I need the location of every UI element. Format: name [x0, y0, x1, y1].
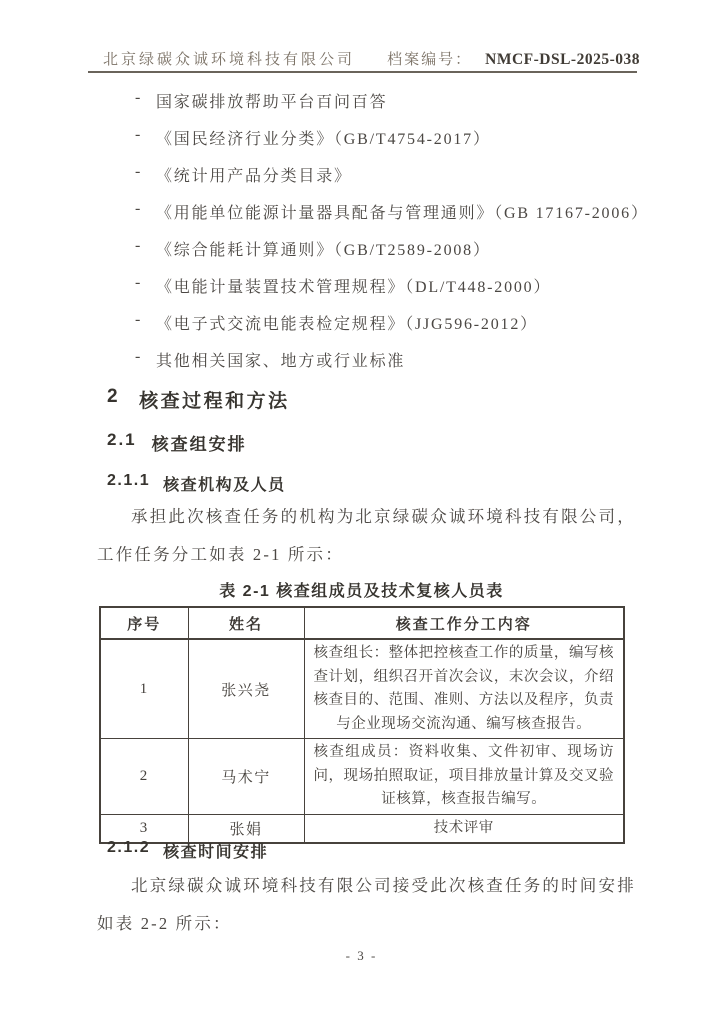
section-number: 2.1.1	[107, 472, 151, 489]
archive-number: NMCF-DSL-2025-038	[485, 51, 640, 68]
list-item	[135, 89, 649, 126]
list-item-text: 《用能单位能源计量器具配备与管理通则》（GB 17167-2006）	[156, 205, 649, 222]
section-title: 核查组安排	[151, 435, 247, 454]
reference-list	[135, 89, 649, 385]
column-header-name: 姓名	[188, 607, 304, 639]
dash-marker: -	[135, 200, 143, 217]
list-item-text: 其他相关国家、地方或行业标准	[156, 353, 406, 370]
table-row	[100, 739, 624, 815]
section-title: 核查时间安排	[163, 844, 269, 861]
cell-serial: 1	[100, 639, 188, 739]
dash-marker: -	[135, 237, 143, 254]
list-item	[135, 311, 649, 348]
dash-marker: -	[135, 126, 143, 143]
dash-marker: -	[135, 274, 143, 291]
section-number: 2.1.2	[107, 839, 151, 856]
header-rule	[88, 71, 637, 73]
section-number: 2.1	[107, 430, 137, 449]
cell-name: 张娟	[188, 814, 304, 843]
page-number: - 3 -	[345, 948, 378, 963]
section-number: 2	[107, 386, 121, 407]
list-item-text: 国家碳排放帮助平台百问百答	[156, 94, 388, 111]
cell-serial: 3	[100, 814, 188, 843]
cell-name: 张兴尧	[188, 639, 304, 739]
table-row	[100, 639, 624, 739]
list-item	[135, 200, 649, 237]
column-header-serial: 序号	[100, 607, 188, 639]
paragraph-line: 承担此次核查任务的机构为北京绿碳众诚环境科技有限公司，	[131, 507, 636, 526]
dash-marker: -	[135, 311, 143, 328]
list-item	[135, 163, 649, 200]
dash-marker: -	[135, 348, 143, 365]
table-caption: 表 2-1 核查组成员及技术复核人员表	[219, 583, 504, 600]
section-heading-2-1-1	[107, 472, 286, 495]
section-heading-2-1	[107, 430, 247, 455]
section-title: 核查机构及人员	[163, 477, 286, 494]
paragraph-line: 如表 2-2 所示：	[97, 914, 232, 933]
column-header-duty: 核查工作分工内容	[304, 607, 624, 639]
header-archive	[387, 48, 640, 69]
cell-duty: 核查组长：整体把控核查工作的质量，编写核查计划，组织召开首次会议，末次会议，介绍核查目的、范围、准则、方法以及程序，负责与企业现场交流沟通、编写核查报告。	[304, 639, 624, 739]
list-item-text: 《统计用产品分类目录》	[156, 168, 352, 185]
cell-duty: 技术评审	[304, 814, 624, 843]
dash-marker: -	[135, 163, 143, 180]
list-item	[135, 348, 649, 385]
archive-label: 档案编号：	[387, 52, 473, 68]
list-item	[135, 274, 649, 311]
paragraph-schedule-body	[97, 872, 636, 948]
paragraph-verification-body	[97, 503, 636, 579]
header-company-name: 北京绿碳众诚环境科技有限公司	[103, 52, 356, 68]
cell-name: 马术宁	[188, 739, 304, 815]
list-item	[135, 237, 649, 274]
list-item	[135, 126, 649, 163]
section-title: 核查过程和方法	[139, 391, 290, 412]
paragraph-line: 北京绿碳众诚环境科技有限公司接受此次核查任务的时间安排	[131, 876, 636, 895]
list-item-text: 《国民经济行业分类》（GB/T4754-2017）	[156, 131, 491, 148]
dash-marker: -	[135, 89, 143, 106]
verification-team-table	[99, 606, 625, 844]
list-item-text: 《电能计量装置技术管理规程》（DL/T448-2000）	[156, 279, 552, 296]
section-heading-2	[107, 386, 290, 413]
list-item-text: 《电子式交流电能表检定规程》（JJG596-2012）	[156, 316, 538, 333]
cell-serial: 2	[100, 739, 188, 815]
table-header-row	[100, 607, 624, 639]
cell-duty: 核查组成员：资料收集、文件初审、现场访问，现场拍照取证，项目排放量计算及交叉验证核算，核查报告编写。	[304, 739, 624, 815]
section-heading-2-1-2	[107, 839, 268, 862]
list-item-text: 《综合能耗计算通则》（GB/T2589-2008）	[156, 242, 491, 259]
paragraph-line: 工作任务分工如表 2-1 所示：	[97, 545, 344, 564]
